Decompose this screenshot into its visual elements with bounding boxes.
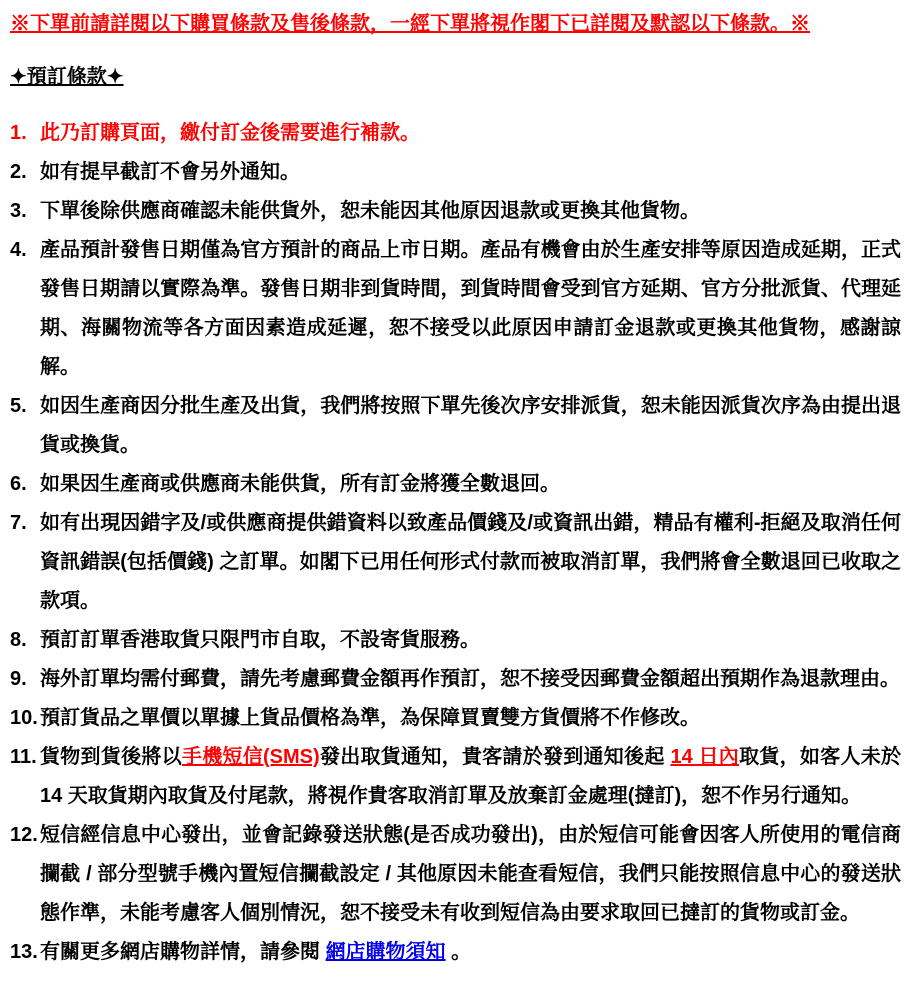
term-number: 13. bbox=[10, 941, 38, 963]
store-shopping-guide-link[interactable]: 網店購物須知 bbox=[325, 941, 446, 963]
term-number: 12. bbox=[10, 824, 38, 846]
term-number: 7. bbox=[10, 512, 27, 534]
term-text bbox=[40, 192, 901, 231]
sms-highlight: 手機短信(SMS) bbox=[181, 746, 320, 768]
term-segment: 取貨，如客人未於14 天取貨期內取貨及付尾款，將視作貴客取消訂單及放棄訂金處理(撻訂)，恕不作另行通知。 bbox=[40, 746, 901, 807]
term-item bbox=[10, 114, 901, 153]
term-item bbox=[10, 933, 901, 972]
term-segment: 短信經信息中心發出，並會記錄發送狀態(是否成功發出)，由於短信可能會因客人所使用的電信商攔截 / 部分型號手機內置短信攔截設定 / 其他原因未能查看短信，我們只能按照信息中心的發送狀態作準，未能考慮客人個別情況，恕不接受未有收到短信為由要求取回已撻訂的貨物或訂金。 bbox=[40, 824, 901, 924]
term-segment: 發出取貨通知，貴客請於發到通知後起 bbox=[319, 746, 671, 768]
pre-order-notice: ※下單前請詳閱以下購買條款及售後條款，一經下單將視作閣下已詳閱及默認以下條款。※ bbox=[10, 13, 810, 35]
term-segment: 。 bbox=[445, 941, 472, 963]
term-number: 1. bbox=[10, 122, 27, 144]
term-number: 5. bbox=[10, 395, 27, 417]
section-title-preorder-terms: ✦預訂條款✦ bbox=[10, 66, 124, 88]
term-number: 4. bbox=[10, 239, 27, 261]
term-item bbox=[10, 699, 901, 738]
term-item bbox=[10, 504, 901, 621]
term-item bbox=[10, 387, 901, 465]
term-text bbox=[40, 738, 901, 816]
term-text bbox=[40, 933, 901, 972]
term-number: 2. bbox=[10, 161, 27, 183]
term-number: 11. bbox=[10, 746, 37, 768]
term-number: 9. bbox=[10, 668, 27, 690]
term-segment: 如果因生產商或供應商未能供貨，所有訂金將獲全數退回。 bbox=[40, 473, 560, 495]
term-text bbox=[40, 504, 901, 621]
term-segment: 此乃訂購頁面，繳付訂金後需要進行補款。 bbox=[40, 122, 420, 144]
term-number: 6. bbox=[10, 473, 27, 495]
14-days-highlight: 14 日內 bbox=[670, 746, 740, 768]
term-segment: 如有出現因錯字及/或供應商提供錯資料以致產品價錢及/或資訊出錯，精品有權利-拒絕及取消任何資訊錯誤(包括價錢) 之訂單。如閣下已用任何形式付款而被取消訂單，我們將會全數退回已收取之款項。 bbox=[40, 512, 901, 612]
term-text bbox=[40, 153, 901, 192]
term-number: 10. bbox=[10, 707, 38, 729]
term-item bbox=[10, 816, 901, 933]
term-text bbox=[40, 699, 901, 738]
term-segment: 有關更多網店購物詳情，請參閱 bbox=[40, 941, 326, 963]
term-item bbox=[10, 192, 901, 231]
term-text bbox=[40, 816, 901, 933]
term-segment: 海外訂單均需付郵費，請先考慮郵費金額再作預訂，恕不接受因郵費金額超出預期作為退款理由。 bbox=[40, 668, 900, 690]
term-segment: 如因生產商因分批生產及出貨，我們將按照下單先後次序安排派貨，恕未能因派貨次序為由提出退貨或換貨。 bbox=[40, 395, 901, 456]
term-item bbox=[10, 231, 901, 387]
term-segment: 下單後除供應商確認未能供貨外，恕未能因其他原因退款或更換其他貨物。 bbox=[40, 200, 700, 222]
term-segment: 預訂貨品之單價以單據上貨品價格為準，為保障買賣雙方貨價將不作修改。 bbox=[40, 707, 700, 729]
term-text bbox=[40, 387, 901, 465]
term-item bbox=[10, 621, 901, 660]
term-item bbox=[10, 153, 901, 192]
term-segment: 產品預計發售日期僅為官方預計的商品上市日期。產品有機會由於生產安排等原因造成延期，正式發售日期請以實際為準。發售日期非到貨時間，到貨時間會受到官方延期、官方分批派貨、代理延期、海關物流等各方面因素造成延遲，恕不接受以此原因申請訂金退款或更換其他貨物，感謝諒解。 bbox=[40, 239, 901, 378]
term-item bbox=[10, 738, 901, 816]
term-number: 3. bbox=[10, 200, 27, 222]
term-number: 8. bbox=[10, 629, 27, 651]
term-segment: 如有提早截訂不會另外通知。 bbox=[40, 161, 300, 183]
term-item bbox=[10, 660, 901, 699]
term-text bbox=[40, 231, 901, 387]
term-segment: 預訂訂單香港取貨只限門市自取，不設寄貨服務。 bbox=[40, 629, 480, 651]
term-item bbox=[10, 465, 901, 504]
terms-list bbox=[10, 114, 901, 972]
term-segment: 貨物到貨後將以 bbox=[40, 746, 182, 768]
term-text bbox=[40, 114, 901, 153]
term-text bbox=[40, 621, 901, 660]
term-text bbox=[40, 465, 901, 504]
term-text bbox=[40, 660, 901, 699]
